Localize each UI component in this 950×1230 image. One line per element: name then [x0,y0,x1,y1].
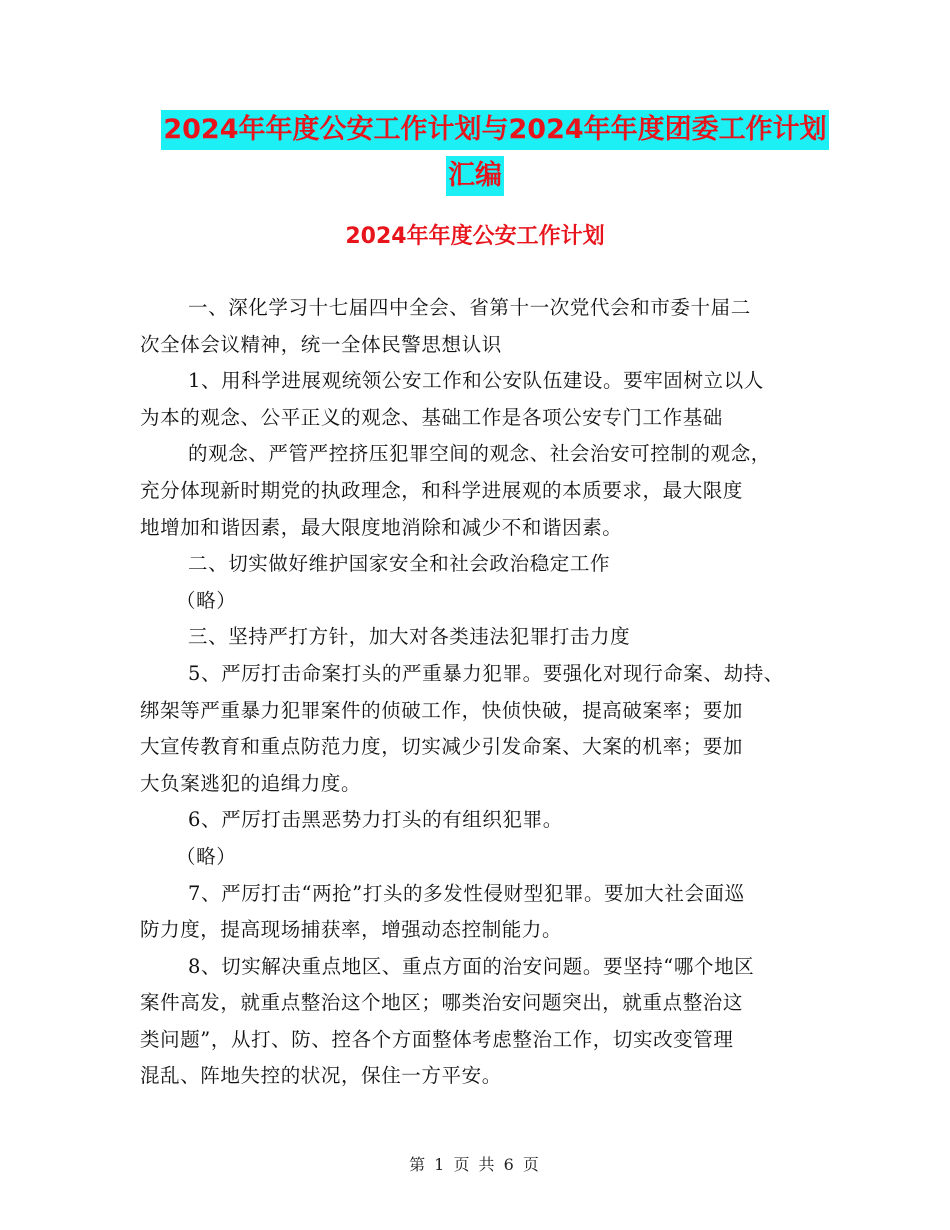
paragraph-line: 混乱、阵地失控的状况，保住一方平安。 [140,1064,502,1088]
paragraph-line: 二、切实做好维护国家安全和社会政治稳定工作 [188,552,611,576]
paragraph-line: 为本的观念、公平正义的观念、基础工作是各项公安专门工作基础 [140,405,723,429]
paragraph-line: 次全体会议精神，统一全体民警思想认识 [140,332,502,356]
paragraph-line: 6、严厉打击黑恶势力打头的有组织犯罪。 [188,808,563,832]
paragraph-line: 三、坚持严打方针，加大对各类违法犯罪打击力度 [188,625,631,649]
paragraph-line: 类问题”，从打、防、控各个方面整体考虑整治工作，切实改变管理 [140,1027,734,1051]
paragraph-line: （略） [176,588,237,612]
title-line-2: 汇编 [446,156,504,196]
body-text [140,290,830,1095]
paragraph-line: 7、严厉打击“两抢”打头的多发性侵财型犯罪。要加大社会面巡 [188,881,745,905]
section-title: 2024年年度公安工作计划 [345,224,605,249]
paragraph-line: 1、用科学进展观统领公安工作和公安队伍建设。要牢固树立以人 [188,369,764,393]
paragraph-line: 地增加和谐因素，最大限度地消除和减少不和谐因素。 [140,515,623,539]
page-footer: 第 1 页 共 6 页 [409,1155,541,1174]
paragraph-line: 防力度，提高现场捕获率，增强动态控制能力。 [140,918,563,942]
paragraph-line: 8、切实解决重点地区、重点方面的治安问题。要坚持“哪个地区 [188,954,755,978]
paragraph-line: 大宣传教育和重点防范力度，切实减少引发命案、大案的机率；要加 [140,735,744,759]
title-line-1: 2024年年度公安工作计划与2024年年度团委工作计划 [161,110,828,150]
paragraph-line: 充分体现新时期党的执政理念，和科学进展观的本质要求，最大限度 [140,478,744,502]
paragraph-line: 的观念、严管严控挤压犯罪空间的观念、社会治安可控制的观念， [188,442,771,466]
paragraph-line: 一、深化学习十七届四中全会、省第十一次党代会和市委十届二 [188,296,751,319]
paragraph-line: 绑架等严重暴力犯罪案件的侦破工作，快侦快破，提高破案率；要加 [140,698,744,722]
paragraph-line: 5、严厉打击命案打头的严重暴力犯罪。要强化对现行命案、劫持、 [188,661,784,685]
paragraph-line: 案件高发，就重点整治这个地区；哪类治安问题突出，就重点整治这 [140,991,744,1015]
document-title [0,110,950,196]
paragraph-line: 大负案逃犯的追缉力度。 [140,771,362,795]
paragraph-line: （略） [176,844,237,868]
